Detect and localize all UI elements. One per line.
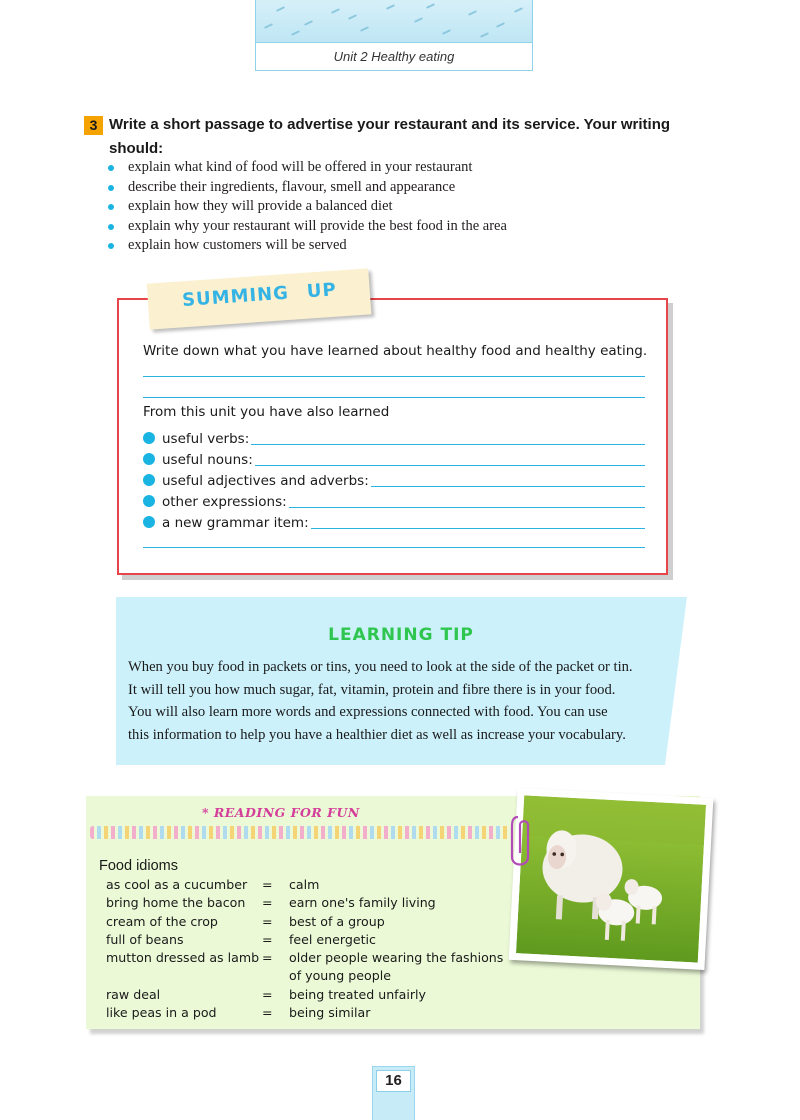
- equals-sign: =: [262, 950, 273, 966]
- equals-sign: =: [262, 895, 273, 911]
- answer-line[interactable]: [371, 486, 645, 487]
- list-item: explain how they will provide a balanced diet: [106, 197, 507, 217]
- learning-tip-body: [128, 656, 668, 746]
- item-label: useful verbs:: [162, 431, 250, 447]
- answer-line[interactable]: [289, 507, 645, 508]
- item-label: a new grammar item:: [162, 515, 309, 531]
- idiom-meaning: best of a group: [289, 913, 385, 929]
- unit-title: Unit 2 Healthy eating: [333, 49, 455, 64]
- list-item: describe their ingredients, flavour, smell and appearance: [106, 178, 507, 198]
- paperclip-icon: [508, 813, 534, 873]
- list-item: explain how customers will be served: [106, 236, 507, 256]
- list-item: [143, 490, 645, 511]
- idiom-meaning: calm: [289, 877, 320, 892]
- idiom-row: [106, 1004, 371, 1022]
- learning-tip-corner: [665, 597, 687, 765]
- item-label: other expressions:: [162, 494, 287, 510]
- item-label: useful nouns:: [162, 452, 253, 468]
- list-item: [143, 469, 645, 490]
- bullet-icon: [143, 495, 155, 507]
- tip-line: It will tell you how much sugar, fat, vitamin, protein and fibre there is in your food.: [128, 681, 616, 698]
- flower-border-decor: [90, 826, 510, 839]
- idiom-phrase: bring home the bacon: [106, 895, 246, 911]
- idiom-meaning: earn one's family living: [289, 895, 436, 911]
- answer-line[interactable]: [143, 397, 645, 398]
- list-item: explain why your restaurant will provide the best food in the area: [106, 217, 507, 237]
- idiom-phrase: full of beans: [106, 931, 184, 947]
- idiom-phrase: cream of the crop: [106, 913, 218, 929]
- idiom-meaning: older people wearing the fashions: [289, 950, 504, 966]
- answer-line[interactable]: [311, 528, 645, 529]
- idioms-list: [106, 876, 504, 1022]
- answer-line[interactable]: [143, 376, 645, 377]
- learning-tip-title: LEARNING TIP: [328, 625, 474, 645]
- food-idioms-heading: Food idioms: [99, 858, 178, 874]
- equals-sign: =: [262, 877, 273, 892]
- idiom-row: [106, 931, 376, 949]
- task-number-badge: 3: [84, 116, 103, 135]
- idiom-phrase: like peas in a pod: [106, 1005, 217, 1021]
- summing-up-prompt: Write down what you have learned about healthy food and healthy eating.: [143, 343, 648, 359]
- page-number: 16: [376, 1070, 411, 1092]
- list-item: [143, 427, 645, 448]
- learned-items-list: [143, 427, 645, 532]
- equals-sign: =: [262, 913, 273, 929]
- idiom-meaning: being similar: [289, 1005, 371, 1021]
- unit-header: [255, 0, 533, 71]
- tip-line: this information to help you have a healthier diet as well as increase your vocabulary.: [128, 726, 626, 743]
- idiom-row: [106, 894, 436, 912]
- bullet-icon: [143, 453, 155, 465]
- idiom-row: [106, 913, 385, 931]
- idiom-meaning: feel energetic: [289, 931, 376, 947]
- idiom-meaning: being treated unfairly: [289, 986, 426, 1002]
- idiom-phrase: as cool as a cucumber: [106, 877, 248, 892]
- list-item: [143, 448, 645, 469]
- item-label: useful adjectives and adverbs:: [162, 473, 369, 489]
- equals-sign: =: [262, 931, 273, 947]
- bullet-icon: [143, 474, 155, 486]
- answer-line[interactable]: [143, 547, 645, 548]
- task-bullet-list: [106, 158, 507, 256]
- list-item: explain what kind of food will be offered in your restaurant: [106, 158, 507, 178]
- sheep-photo: [509, 788, 714, 970]
- idiom-phrase: raw deal: [106, 986, 161, 1002]
- answer-line[interactable]: [251, 444, 645, 445]
- idiom-row: [106, 876, 320, 894]
- idiom-phrase: mutton dressed as lamb: [106, 950, 260, 966]
- idiom-meaning: of young people: [289, 968, 391, 984]
- sheep-photo-image: [516, 795, 706, 962]
- also-learned-label: From this unit you have also learned: [143, 404, 390, 420]
- summing-up-title-word: SUMMING: [181, 282, 290, 312]
- idiom-row: [106, 949, 504, 967]
- bullet-icon: [143, 516, 155, 528]
- bullet-icon: [143, 432, 155, 444]
- reading-for-fun-title: * READING FOR FUN: [202, 805, 360, 820]
- answer-line[interactable]: [255, 465, 645, 466]
- tip-line: You will also learn more words and expressions connected with food. You can use: [128, 704, 608, 720]
- tip-line: When you buy food in packets or tins, you need to look at the side of the packet or tin.: [128, 659, 633, 675]
- equals-sign: =: [262, 986, 273, 1002]
- equals-sign: =: [262, 1005, 273, 1021]
- task-instruction: Write a short passage to advertise your restaurant and its service. Your writing should:: [109, 116, 671, 157]
- list-item: [143, 511, 645, 532]
- idiom-row: [106, 967, 391, 985]
- header-decor-band: [256, 0, 532, 43]
- idiom-row: [106, 986, 426, 1004]
- summing-up-title-word: UP: [306, 279, 338, 303]
